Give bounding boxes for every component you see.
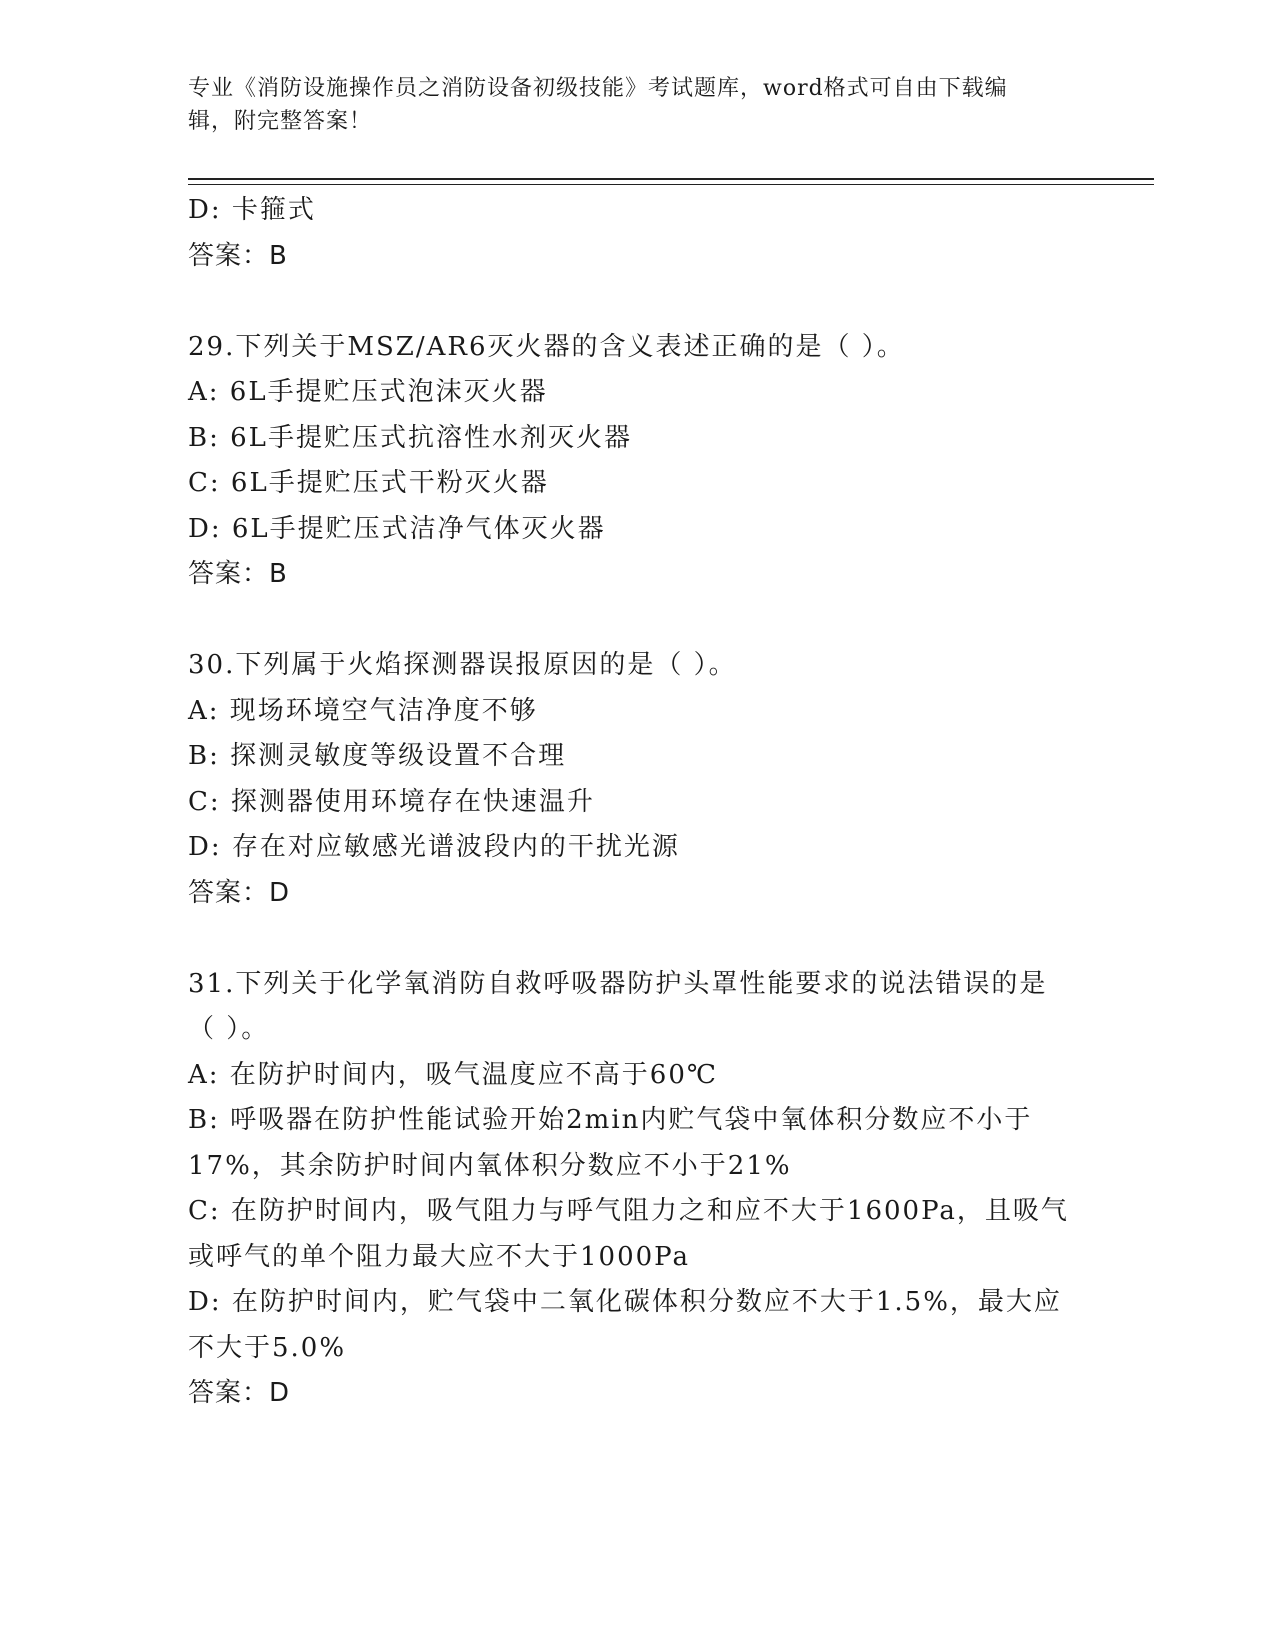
option-d: D: 6L手提贮压式洁净气体灭火器 <box>188 513 606 544</box>
header-rule-thick <box>188 178 1154 180</box>
option-b: B: 探测灵敏度等级设置不合理 <box>188 741 567 771</box>
question-content <box>188 188 1088 1417</box>
question-stem-line-1: 31.下列关于化学氧消防自救呼吸器防护头罩性能要求的说法错误的是 <box>188 968 1048 999</box>
answer: 答案：B <box>188 559 288 589</box>
question-block-31 <box>188 962 1088 1417</box>
spacer <box>188 279 1088 325</box>
header-rule-thin <box>188 184 1154 185</box>
option-c: C: 6L手提贮压式干粉灭火器 <box>188 468 549 498</box>
option-b-line-2: 17%，其余防护时间内氧体积分数应不小于21% <box>188 1150 792 1181</box>
option-d: D: 存在对应敏感光谱波段内的干扰光源 <box>188 832 680 862</box>
question-stem: 30.下列属于火焰探测器误报原因的是（ ）。 <box>188 650 737 680</box>
option-a: A: 6L手提贮压式泡沫灭火器 <box>188 377 548 407</box>
answer: 答案：D <box>188 877 291 908</box>
option-b: B: 6L手提贮压式抗溶性水剂灭火器 <box>188 422 632 453</box>
option-c-line-2: 或呼气的单个阻力最大应不大于1000Pa <box>188 1241 690 1272</box>
question-block-30 <box>188 643 1088 916</box>
option-d-line-2: 不大于5.0% <box>188 1332 347 1363</box>
answer: 答案：D <box>188 1378 291 1408</box>
spacer <box>188 598 1088 644</box>
question-block-29 <box>188 325 1088 598</box>
question-stem-line-2: （ ）。 <box>188 1014 270 1044</box>
option-a: A: 在防护时间内，吸气温度应不高于60℃ <box>188 1059 718 1090</box>
prev-answer: 答案：B <box>188 240 288 271</box>
prev-option-d: D: 卡箍式 <box>188 195 316 225</box>
option-b-line-1: B: 呼吸器在防护性能试验开始2min内贮气袋中氧体积分数应不小于 <box>188 1105 1033 1135</box>
option-a: A: 现场环境空气洁净度不够 <box>188 695 538 726</box>
question-stem: 29.下列关于MSZ/AR6灭火器的含义表述正确的是（ ）。 <box>188 331 905 362</box>
option-d-line-1: D: 在防护时间内，贮气袋中二氧化碳体积分数应不大于1.5%，最大应 <box>188 1287 1062 1317</box>
option-c-line-1: C: 在防护时间内，吸气阻力与呼气阻力之和应不大于1600Pa，且吸气 <box>188 1196 1069 1226</box>
document-header <box>188 72 1068 138</box>
header-line-1: 专业《消防设施操作员之消防设备初级技能》考试题库，word格式可自由下载编 <box>188 76 1008 101</box>
header-line-2: 辑，附完整答案！ <box>188 109 373 134</box>
option-c: C: 探测器使用环境存在快速温升 <box>188 786 595 817</box>
spacer <box>188 916 1088 962</box>
